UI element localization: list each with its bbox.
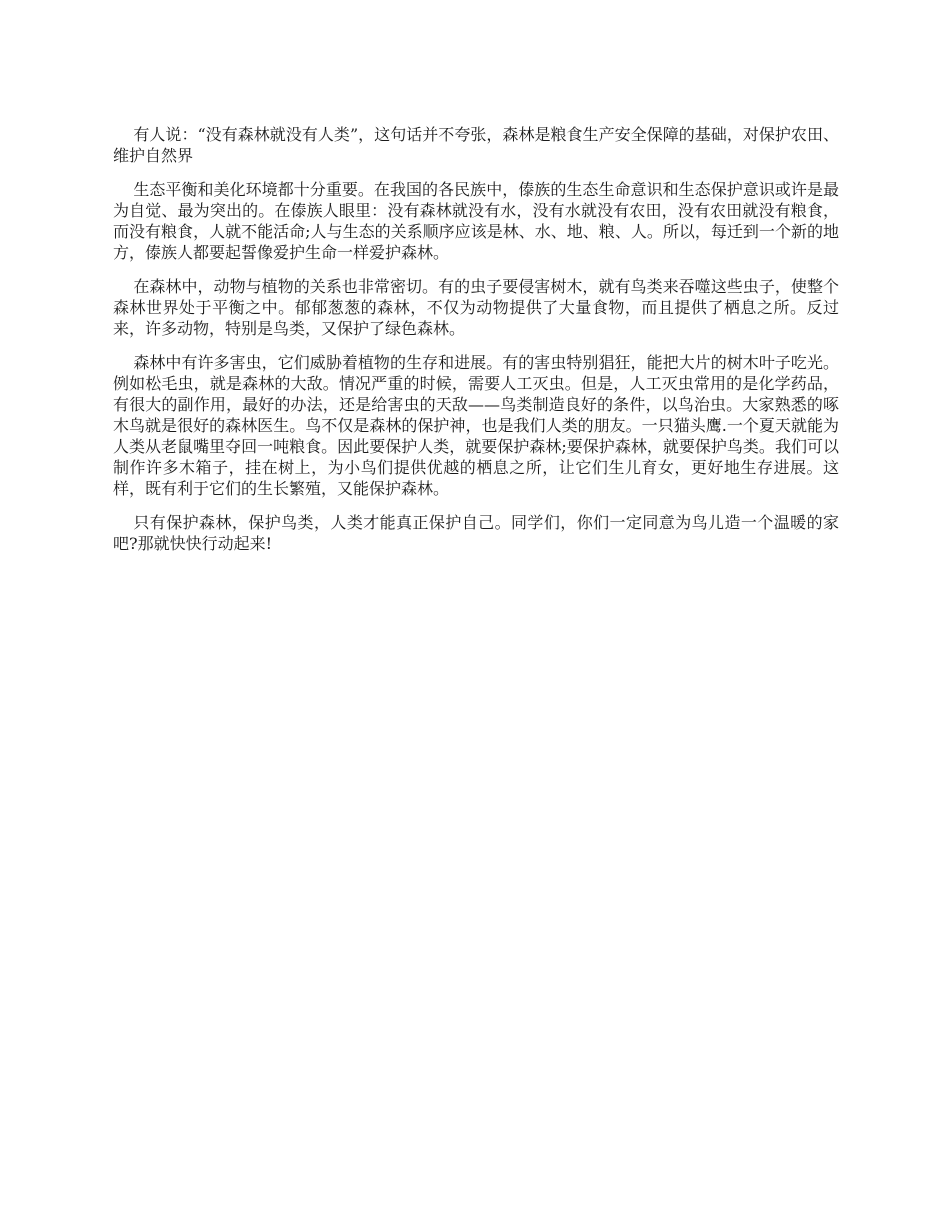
- paragraph-4: 森林中有许多害虫，它们威胁着植物的生存和进展。有的害虫特别猖狂，能把大片的树木叶子吃光。例如松毛虫，就是森林的大敌。情况严重的时候，需要人工灭虫。但是，人工灭虫常用的是化学药品，有很大的副作用，最好的办法，还是给害虫的天敌——鸟类制造良好的条件，以鸟治虫。大家熟悉的啄木鸟就是很好的森林医生。鸟不仅是森林的保护神，也是我们人类的朋友。一只猫头鹰.一个夏天就能为人类从老鼠嘴里夺回一吨粮食。因此要保护人类，就要保护森林;要保护森林，就要保护鸟类。我们可以制作许多木箱子，挂在树上，为小鸟们提供优越的栖息之所，让它们生儿育女，更好地生存进展。这样，既有利于它们的生长繁殖，又能保护森林。: [113, 353, 839, 498]
- paragraph-1: 有人说：“没有森林就没有人类”，这句话并不夸张，森林是粮食生产安全保障的基础，对保护农田、维护自然界: [113, 125, 839, 165]
- paragraph-3: 在森林中，动物与植物的关系也非常密切。有的虫子要侵害树木，就有鸟类来吞噬这些虫子，使整个森林世界处于平衡之中。郁郁葱葱的森林，不仅为动物提供了大量食物，而且提供了栖息之所。反过来，许多动物，特别是鸟类，又保护了绿色森林。: [113, 277, 839, 338]
- document-body: [113, 124, 839, 567]
- paragraph-2: 生态平衡和美化环境都十分重要。在我国的各民族中，傣族的生态生命意识和生态保护意识或许是最为自觉、最为突出的。在傣族人眼里：没有森林就没有水，没有水就没有农田，没有农田就没有粮食，而没有粮食，人就不能活命;人与生态的关系顺序应该是林、水、地、粮、人。所以，每迁到一个新的地方，傣族人都要起誓像爱护生命一样爱护森林。: [113, 180, 839, 262]
- paragraph-5: 只有保护森林，保护鸟类，人类才能真正保护自己。同学们，你们一定同意为鸟儿造一个温暖的家吧?那就快快行动起来!: [113, 513, 839, 553]
